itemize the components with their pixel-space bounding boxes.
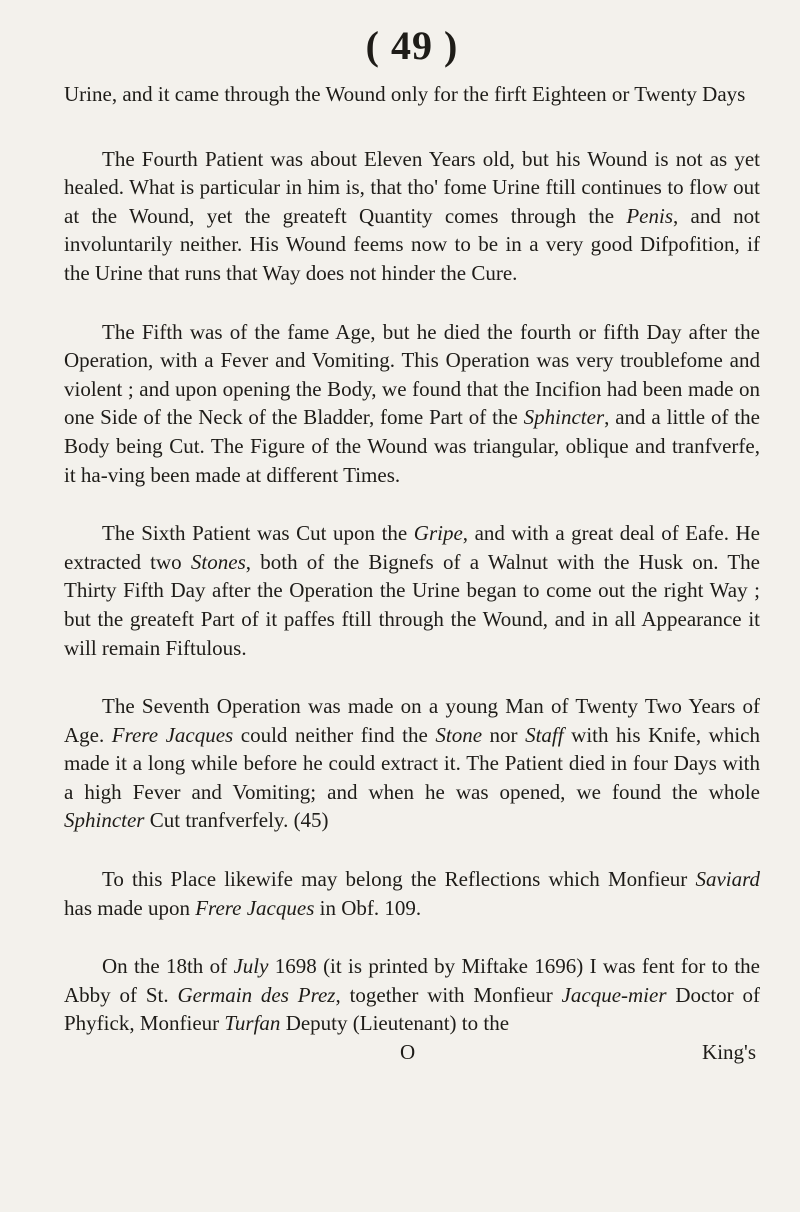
paragraph-fifth-patient: The Fifth was of the fame Age, but he died the fourth or fifth Day after the Operation, with a Fever and Vomiting. This Operation was very troublefome and violent ; and upon opening the Body, we found that the Incifion had been made on one Side of the Neck of the Bladder, fome Part of the Sphincter, and a little of the Body being Cut. The Figure of the Wound was triangular, oblique and tranfverfe, it ha-ving been made at different Times. xyxy=(64,319,760,487)
paragraph-seventh-operation: The Seventh Operation was made on a young Man of Twenty Two Years of Age. Frere Jacques could neither find the Stone nor Staff with his Knife, which made it a long while before he could extract it. The Patient died in four Days with a high Fever and Vomiting; and when he was opened, we found the whole Sphincter Cut tranfverfely. (45) xyxy=(64,694,760,833)
paragraph-fourth-patient: The Fourth Patient was about Eleven Years old, but his Wound is not as yet healed. What is particular in him is, that tho' fome Urine ftill continues to flow out at the Wound, yet the greateft Quantity comes through the Penis, and not involuntarily neither. His Wound feems now to be in a very good Difpofition, if the Urine that runs that Way does not hinder the Cure. xyxy=(64,146,760,285)
paragraph-sixth-patient: The Sixth Patient was Cut upon the Gripe, and with a great deal of Eafe. He extracted two Stones, both of the Bignefs of a Walnut with the Husk on. The Thirty Fifth Day after the Operation the Urine began to come out the right Way ; but the greateft Part of it paffes ftill through the Wound, and in all Appearance it will remain Fiftulous. xyxy=(64,521,760,660)
paragraph-july-1698: On the 18th of July 1698 (it is printed by Miftake 1696) I was fent for to the Abby of St. Germain des Prez, together with Monfieur Jacque-mier Doctor of Phyfick, Monfieur Turfan Deputy (Lieutenant) to the xyxy=(64,954,760,1036)
catchword: King's xyxy=(702,1040,756,1065)
page-number: ( 49 ) xyxy=(365,23,459,68)
signature-mark: O xyxy=(400,1040,416,1065)
page-footer xyxy=(64,1038,760,1066)
paragraph-continuation: Urine, and it came through the Wound only for the firft Eighteen or Twenty Days xyxy=(64,82,746,106)
paragraph-reflections: To this Place likewife may belong the Reflections which Monfieur Saviard has made upon Frere Jacques in Obf. 109. xyxy=(64,867,760,920)
